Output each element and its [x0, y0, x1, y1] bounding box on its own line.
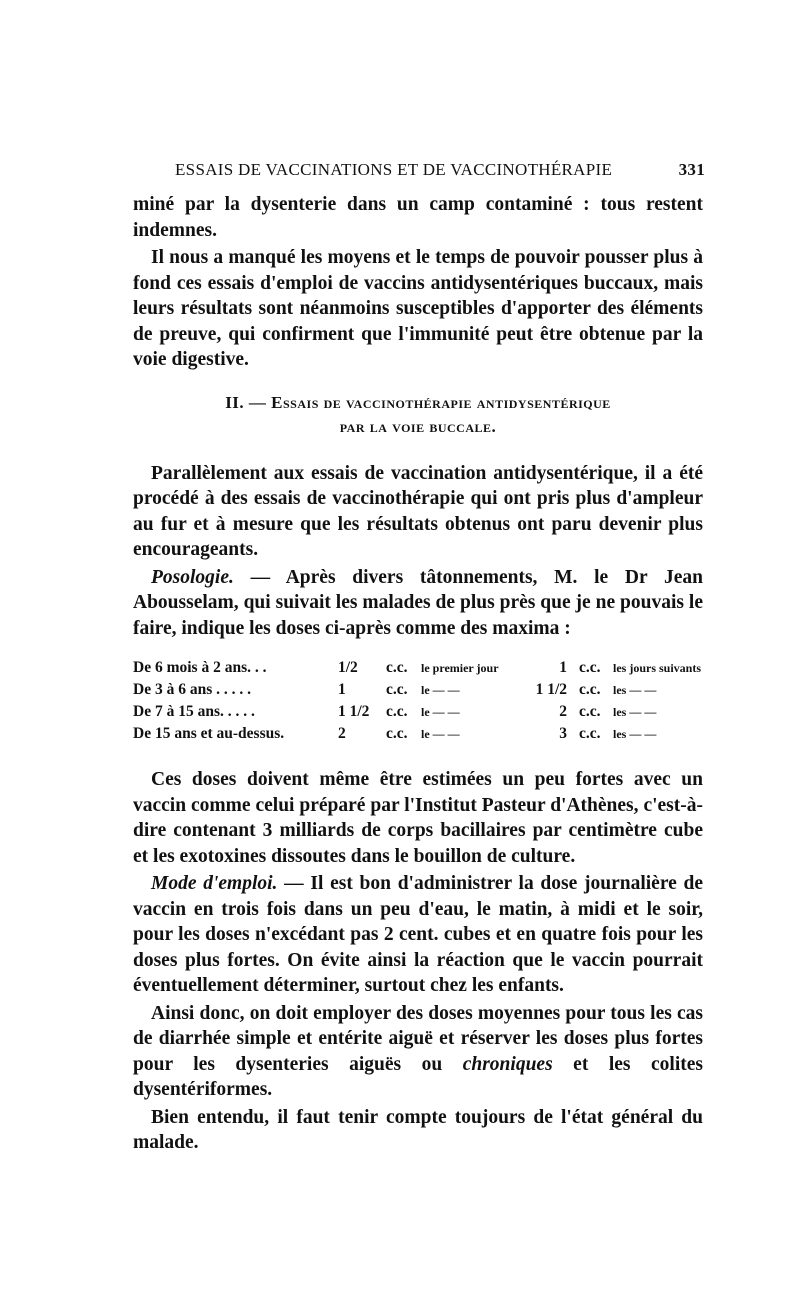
page-number: 331 — [678, 160, 705, 179]
dose-next-label: les — — — [613, 727, 657, 741]
posologie-text: — Après divers tâtonnements, M. le Dr Jean Abousselam, qui suivait les malades de plus près que je ne pouvais le faire, indique les doses ci-après comme des maxima : — [133, 566, 703, 639]
page-body — [133, 192, 703, 1158]
section-heading-line-2: par la voie buccale. — [339, 416, 497, 436]
dose-first: 1 1/2 — [338, 703, 370, 720]
paragraph-1: miné par la dysenterie dans un camp contaminé : tous restent indemnes. — [133, 194, 703, 241]
dose-next: 1 1/2 — [535, 681, 567, 698]
section-title: Essais de vaccinothérapie antidysentérique — [271, 392, 611, 412]
mode-emploi-text: — Il est bon d'administrer la dose journalière de vaccin en trois fois dans un peu d'eau, le matin, à midi et le soir, pour les doses n'excédant pas 2 cent. cubes et en quatre fois pour les doses plus fortes. On évite ainsi la réaction que le vaccin pourrait éventuellement déterminer, surtout chez les enfants. — [133, 873, 703, 996]
section-heading — [133, 391, 703, 439]
dose-unit: c.c. — [579, 659, 601, 676]
paragraph-posologie — [133, 565, 703, 642]
dose-first: 1/2 — [338, 659, 358, 676]
dose-row — [133, 679, 703, 701]
dose-first-label: le — — — [421, 705, 460, 719]
mode-emploi-label: Mode d'emploi. — [151, 873, 278, 894]
paragraph-7-part-a: Ainsi donc, on doit employer des doses moyennes pour tous les cas de diarrhée simple et entérite aiguë et réserver les doses plus fortes pour les dysenteries aiguës ou — [133, 1002, 703, 1075]
paragraph-mode-emploi — [133, 871, 703, 999]
dose-table — [133, 657, 703, 745]
dose-unit: c.c. — [386, 703, 408, 720]
dose-row — [133, 723, 703, 745]
running-header — [175, 160, 705, 184]
dose-next: 1 — [559, 659, 567, 676]
dose-unit: c.c. — [386, 681, 408, 698]
posologie-label: Posologie. — [151, 566, 234, 588]
dose-next: 3 — [559, 725, 567, 742]
dose-unit: c.c. — [579, 725, 601, 742]
dose-row — [133, 701, 703, 723]
paragraph-7-part-b: et les colites dysentériformes. — [133, 1053, 703, 1100]
dose-age: De 6 mois à 2 ans. . . — [133, 659, 267, 676]
dose-unit: c.c. — [386, 659, 408, 676]
dose-next-label: les jours suivants — [613, 661, 702, 675]
dose-unit: c.c. — [579, 681, 601, 698]
paragraph-8: Bien entendu, il faut tenir compte toujours de l'état général du malade. — [133, 1106, 703, 1153]
dose-age: De 3 à 6 ans . . . . . — [133, 681, 251, 698]
dose-age: De 15 ans et au-dessus. — [133, 725, 285, 742]
dose-unit: c.c. — [386, 725, 408, 742]
paragraph-2: Il nous a manqué les moyens et le temps de pouvoir pousser plus à fond ces essais d'emploi de vaccins antidysentériques buccaux, mais leurs résultats sont néanmoins susceptibles d'apporter des éléments de preuve, qui confirment que l'immunité peut être obtenue par la voie digestive. — [133, 247, 703, 370]
dose-unit: c.c. — [579, 703, 601, 720]
dose-first-label: le — — — [421, 727, 460, 741]
paragraph-5: Ces doses doivent même être estimées un peu fortes avec un vaccin comme celui préparé par l'Institut Pasteur d'Athènes, c'est-à-dire contenant 3 milliards de corps bacillaires par centimètre cube et les exotoxines dissoutes dans le bouillon de culture. — [133, 769, 703, 867]
section-number: II. — — [225, 392, 272, 412]
dose-next-label: les — — — [613, 683, 657, 697]
dose-first-label: le premier jour — [421, 661, 499, 675]
running-title: ESSAIS DE VACCINATIONS ET DE VACCINOTHÉRAPIE — [175, 160, 613, 179]
dose-next: 2 — [559, 703, 567, 720]
section-heading-line-1 — [133, 391, 703, 415]
dose-first-label: le — — — [421, 683, 460, 697]
dose-row — [133, 657, 703, 679]
dose-first: 1 — [338, 681, 346, 698]
paragraph-7 — [133, 1001, 703, 1103]
dose-next-label: les — — — [613, 705, 657, 719]
dose-age: De 7 à 15 ans. . . . . — [133, 703, 255, 720]
dose-first: 2 — [338, 725, 346, 742]
paragraph-3: Parallèlement aux essais de vaccination antidysentérique, il a été procédé à des essais de vaccinothérapie qui ont pris plus d'ampleur au fur et à mesure que les résultats obtenus ont paru devenir plus encourageants. — [133, 462, 703, 560]
paragraph-7-emphasis: chroniques — [462, 1053, 553, 1075]
